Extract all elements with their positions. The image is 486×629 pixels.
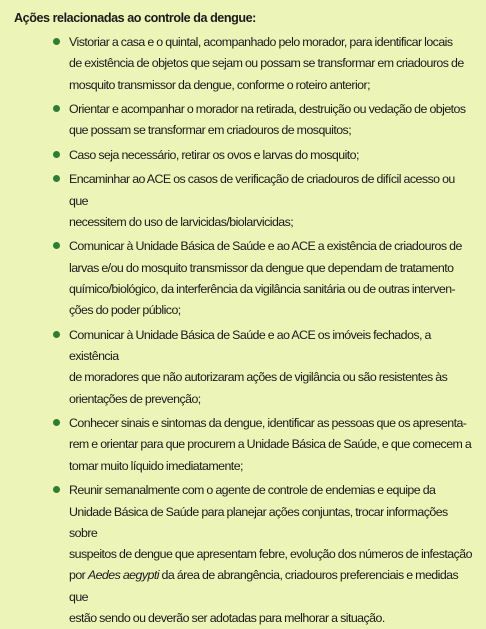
bullet-icon: [53, 242, 60, 249]
item-text: Caso seja necessário, retirar os ovos e larvas do mosquito;: [69, 147, 359, 162]
list-item: [14, 145, 472, 166]
item-text: Orientar e acompanhar o morador na retirada, destruição ou vedação de objetos que possam se transformar em criadouros de mosquitos;: [69, 102, 466, 138]
item-text: Reunir semanalmente com o agente de controle de endemias e equipe da Unidade Básica de Saúde para planejar ações conjuntas, trocar informações sobre suspeitos de dengue que apresentam febre, evolução dos números de infestação por Aedes aegypti da área de abrangência, criadouros preferenciais e medidas que estão sendo ou deverão ser adotadas para melhorar a situação.: [69, 483, 472, 626]
item-text: Comunicar à Unidade Básica de Saúde e ao ACE os imóveis fechados, a existência de moradores que não autorizaram ações de vigilância ou são resistentes às orientações de prevenção;: [69, 327, 448, 406]
list-item: [14, 99, 472, 142]
bullet-icon: [53, 175, 60, 182]
bullet-icon: [53, 331, 60, 338]
list-item: [14, 169, 472, 233]
item-text: Conhecer sinais e sintomas da dengue, identificar as pessoas que os apresenta- rem e orientar para que procurem a Unidade Básica de Saúde, e que comecem a tomar muito líquido imediatamente;: [69, 416, 472, 473]
list-item: [14, 480, 472, 629]
actions-list: [14, 32, 472, 629]
bullet-icon: [53, 38, 60, 45]
item-text: Comunicar à Unidade Básica de Saúde e ao ACE a existência de criadouros de larvas e/ou do mosquito transmissor da dengue que dependam de tratamento químico/biológico, da interferência da vigilância sanitária ou de outras interven- ções do poder público;: [69, 239, 462, 318]
list-item: [14, 325, 472, 410]
bullet-icon: [53, 486, 60, 493]
item-text: Vistoriar a casa e o quintal, acompanhado pelo morador, para identificar locais de existência de objetos que sejam ou possam se transformar em criadouros de mosquito transmissor da dengue, conforme o roteiro anterior;: [69, 35, 464, 92]
bullet-icon: [53, 419, 60, 426]
list-item: [14, 413, 472, 477]
item-text: Encaminhar ao ACE os casos de verificação de criadouros de difícil acesso ou que necessitem do uso de larvicidas/biolarvicidas;: [69, 172, 455, 229]
box-title: Ações relacionadas ao controle da dengue:: [14, 11, 256, 25]
bullet-icon: [53, 105, 60, 112]
bullet-icon: [53, 151, 60, 158]
list-item: [14, 236, 472, 321]
species-name: Aedes aegypti: [87, 568, 159, 583]
list-item: [14, 32, 472, 96]
